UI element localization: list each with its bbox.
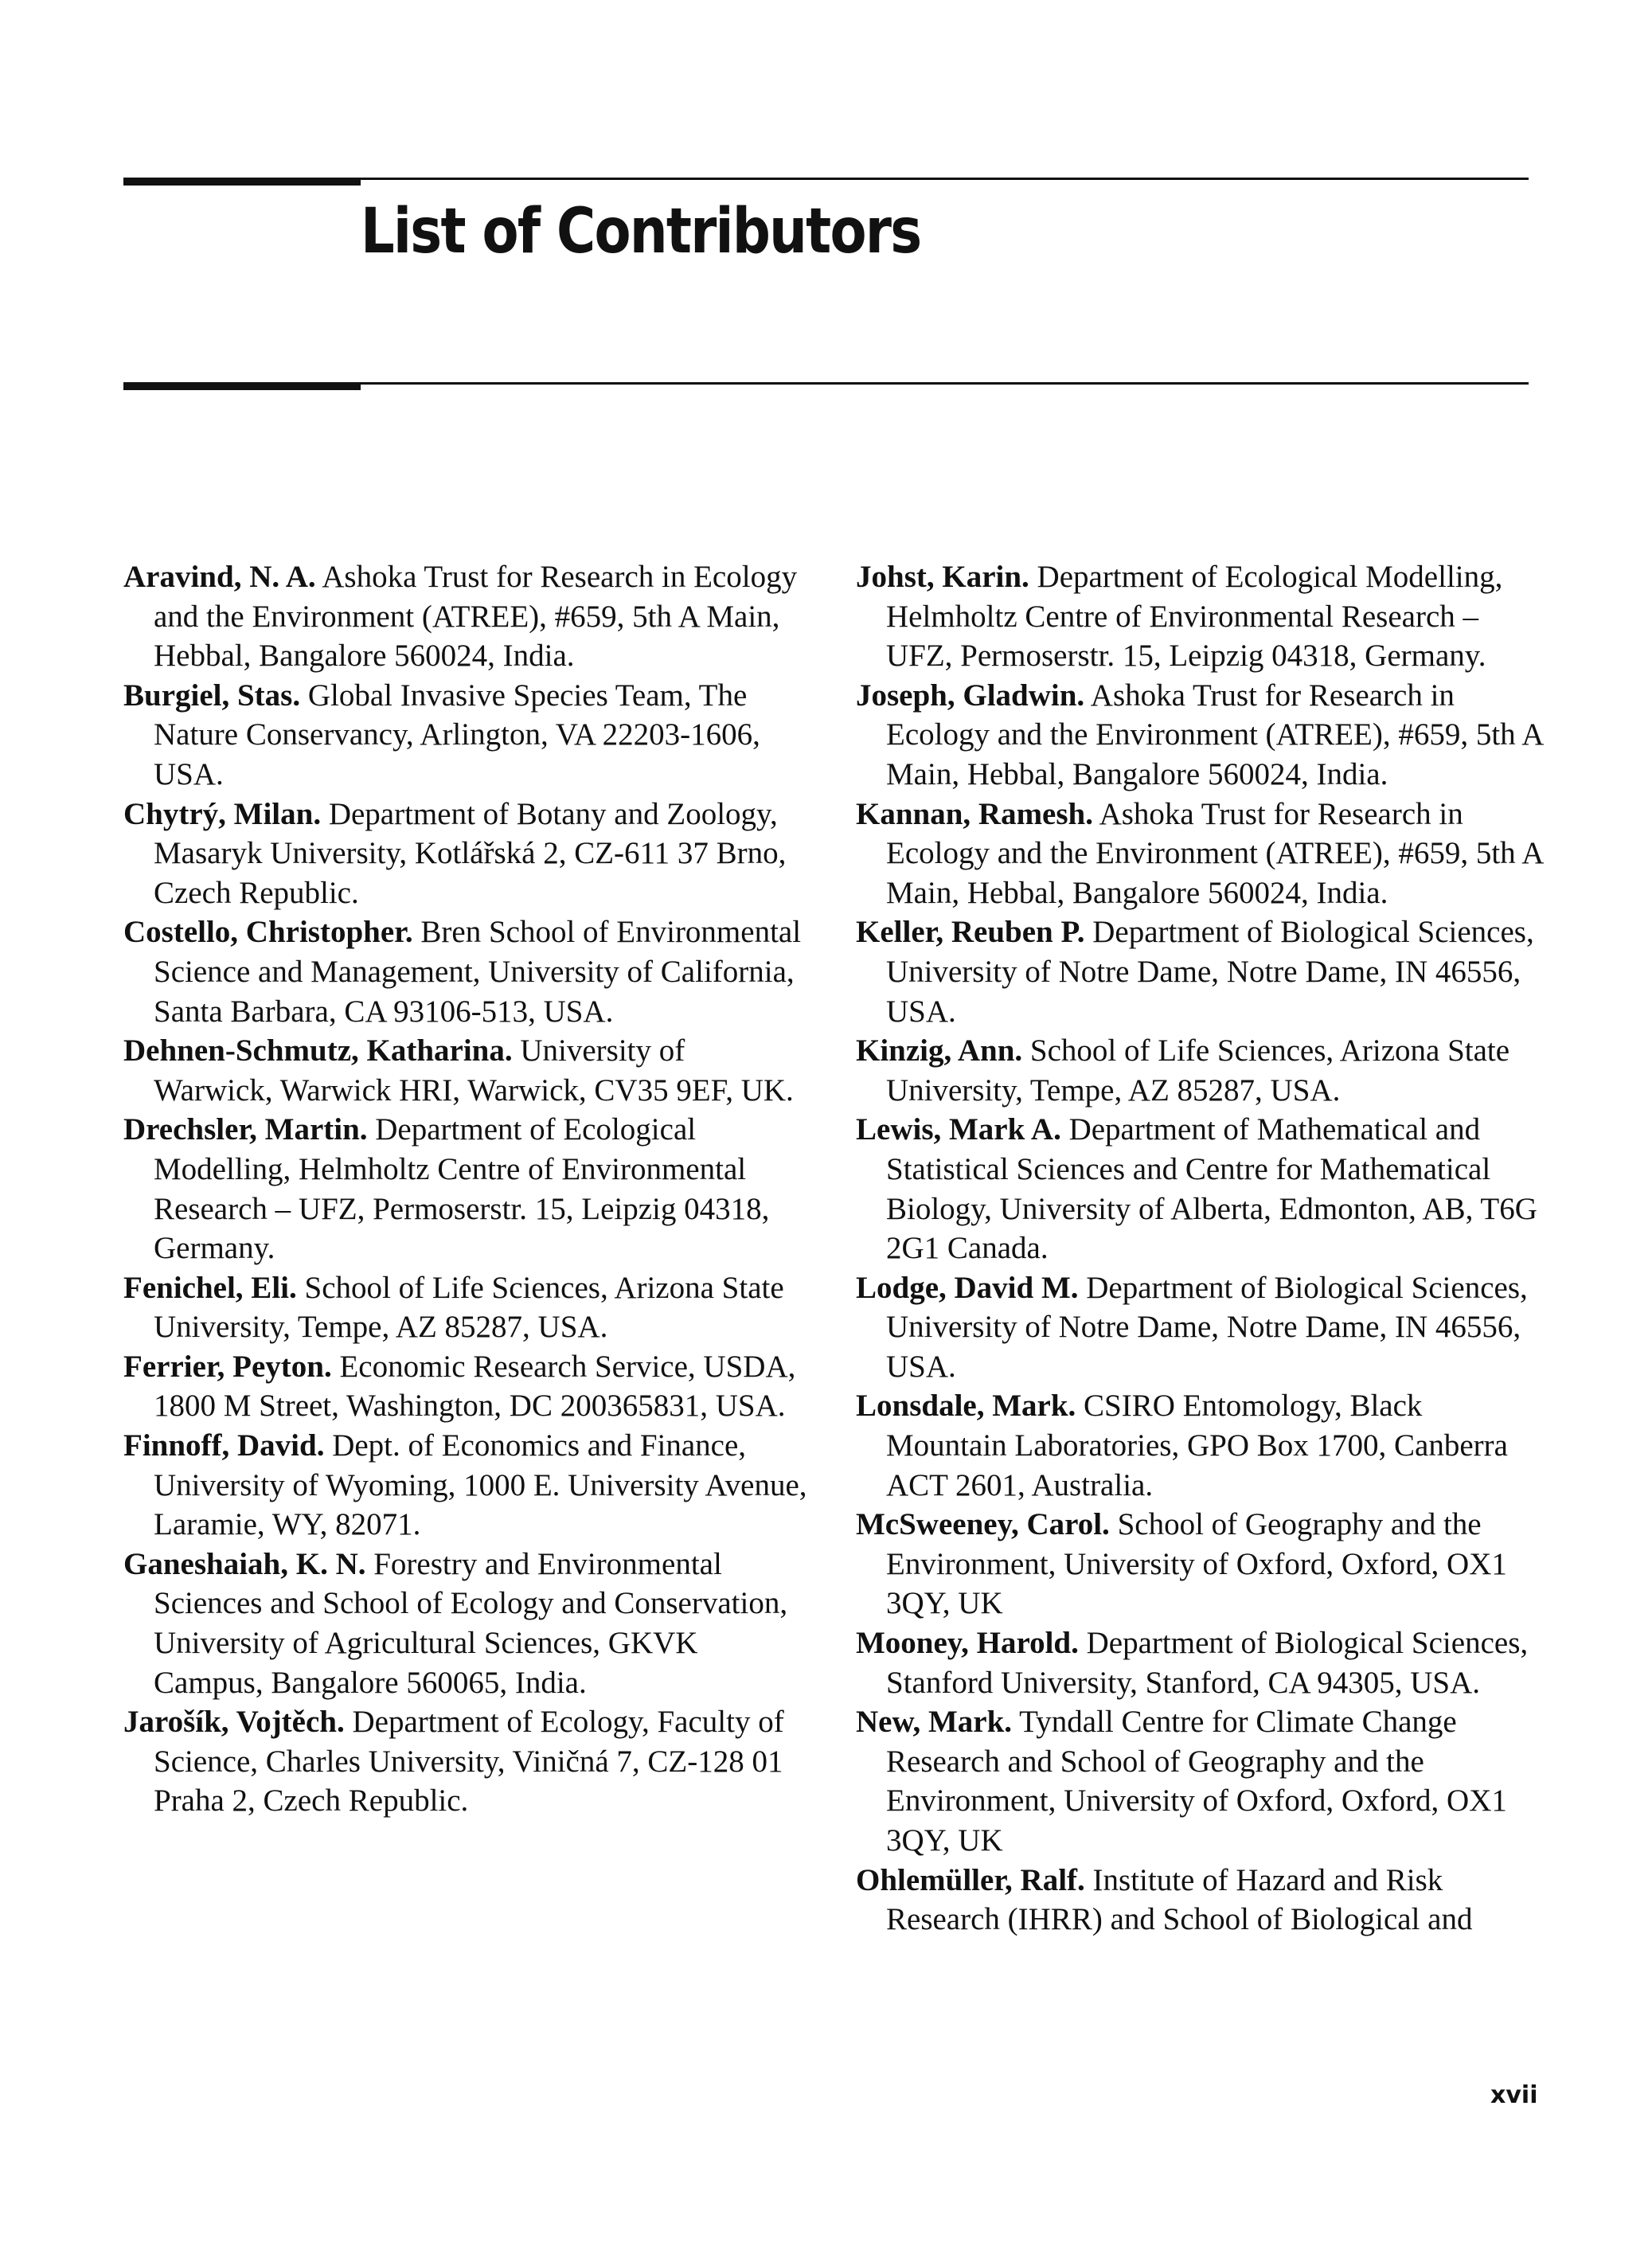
contributor-name: McSweeney, Carol. <box>856 1507 1110 1542</box>
contributor-affiliation: Forestry and Environmental Sciences and School of Ecology and Conservation, University of Agricultural Sciences, GKVK Campus, Bangalore 560065, India. <box>154 1546 788 1700</box>
contributors-right-column <box>856 557 1549 1940</box>
contributor-entry <box>123 1347 808 1426</box>
contributor-entry <box>856 1702 1549 1860</box>
contributor-entry <box>856 1623 1549 1702</box>
contributor-affiliation: Ashoka Trust for Research in Ecology and the Environment (ATREE), #659, 5th A Main, Hebbal, Bangalore 560024, India. <box>154 560 798 674</box>
contributor-affiliation: Department of Biological Sciences, University of Notre Dame, Notre Dame, IN 46556, USA. <box>886 1270 1528 1384</box>
contributor-name: Lonsdale, Mark. <box>856 1389 1076 1424</box>
contributor-entry <box>123 676 808 795</box>
contributor-name: Costello, Christopher. <box>123 915 413 950</box>
contributor-entry <box>123 1268 808 1347</box>
contributor-affiliation: Institute of Hazard and Risk Research (IHRR) and School of Biological and <box>886 1862 1473 1937</box>
contributor-affiliation: Global Invasive Species Team, The Nature Conservancy, Arlington, VA 22203-1606, USA. <box>154 678 760 791</box>
contributor-name: Dehnen-Schmutz, Katharina. <box>123 1033 513 1068</box>
top-rule-accent <box>123 178 361 186</box>
contributor-name: Johst, Karin. <box>856 560 1029 594</box>
contributor-name: New, Mark. <box>856 1705 1013 1740</box>
contributor-name: Chytrý, Milan. <box>123 796 322 831</box>
contributor-name: Burgiel, Stas. <box>123 678 301 713</box>
contributor-entry <box>856 557 1549 676</box>
contributor-entry <box>856 1268 1549 1387</box>
contributor-name: Drechsler, Martin. <box>123 1112 368 1147</box>
contributor-name: Finnoff, David. <box>123 1428 325 1463</box>
contributor-entry <box>856 676 1549 795</box>
contributor-entry <box>123 1031 808 1110</box>
contributor-affiliation: Department of Ecological Modelling, Helmholtz Centre of Environmental Research – UFZ, Permoserstr. 15, Leipzig 04318, Germany. <box>154 1112 770 1266</box>
contributor-affiliation: School of Geography and the Environment, University of Oxford, Oxford, OX1 3QY, UK <box>886 1507 1507 1621</box>
contributor-entry <box>856 1505 1549 1623</box>
contributor-entry <box>856 1110 1549 1268</box>
page-number: xvii <box>1490 2081 1538 2109</box>
contributor-affiliation: School of Life Sciences, Arizona State University, Tempe, AZ 85287, USA. <box>886 1033 1510 1108</box>
contributor-affiliation: Ashoka Trust for Research in Ecology and the Environment (ATREE), #659, 5th A Main, Hebbal, Bangalore 560024, India. <box>886 796 1543 910</box>
contributor-entry <box>123 1110 808 1268</box>
contributor-entry <box>856 1861 1549 1940</box>
contributor-affiliation: Department of Botany and Zoology, Masaryk University, Kotlářská 2, CZ-611 37 Brno, Czech Republic. <box>154 796 787 910</box>
contributor-name: Kinzig, Ann. <box>856 1033 1023 1068</box>
contributor-entry <box>856 795 1549 913</box>
contributor-name: Joseph, Gladwin. <box>856 678 1085 713</box>
contributor-affiliation: Bren School of Environmental Science and Management, University of California, Santa Barbara, CA 93106-513, USA. <box>154 915 802 1029</box>
contributor-affiliation: Department of Biological Sciences, University of Notre Dame, Notre Dame, IN 46556, USA. <box>886 915 1534 1029</box>
contributor-name: Aravind, N. A. <box>123 560 316 594</box>
contributor-entry <box>123 1702 808 1821</box>
contributor-entry <box>856 1386 1549 1505</box>
contributor-name: Jarošík, Vojtěch. <box>123 1705 345 1740</box>
contributor-name: Mooney, Harold. <box>856 1626 1079 1661</box>
contributor-name: Ganeshaiah, K. N. <box>123 1546 366 1581</box>
contributors-left-column <box>123 557 808 1821</box>
contributor-entry <box>123 795 808 913</box>
contributor-name: Kannan, Ramesh. <box>856 796 1093 831</box>
contributor-name: Lodge, David M. <box>856 1270 1079 1305</box>
page-title: List of Contributors <box>361 196 921 268</box>
contributor-affiliation: Department of Ecological Modelling, Helmholtz Centre of Environmental Research – UFZ, Permoserstr. 15, Leipzig 04318, Germany. <box>886 560 1503 674</box>
contributor-affiliation: Tyndall Centre for Climate Change Research and School of Geography and the Environment, University of Oxford, Oxford, OX1 3QY, UK <box>886 1705 1507 1858</box>
contributor-affiliation: School of Life Sciences, Arizona State University, Tempe, AZ 85287, USA. <box>154 1270 784 1345</box>
contributor-name: Ferrier, Peyton. <box>123 1349 332 1384</box>
contributor-entry <box>123 912 808 1031</box>
contributor-affiliation: Department of Mathematical and Statistical Sciences and Centre for Mathematical Biology, University of Alberta, Edmonton, AB, T6G 2G1 Canada. <box>886 1112 1537 1266</box>
contributor-name: Ohlemüller, Ralf. <box>856 1862 1085 1897</box>
contributor-affiliation: CSIRO Entomology, Black Mountain Laboratories, GPO Box 1700, Canberra ACT 2601, Australia. <box>886 1389 1508 1502</box>
contributor-affiliation: Dept. of Economics and Finance, University of Wyoming, 1000 E. University Avenue, Laramie, WY, 82071. <box>154 1428 807 1542</box>
contributor-entry <box>123 1426 808 1545</box>
contributor-affiliation: Department of Ecology, Faculty of Science, Charles University, Viničná 7, CZ-128 01 Praha 2, Czech Republic. <box>154 1705 784 1819</box>
contributor-name: Keller, Reuben P. <box>856 915 1085 950</box>
contributor-affiliation: Economic Research Service, USDA, 1800 M Street, Washington, DC 200365831, USA. <box>154 1349 796 1424</box>
contributor-affiliation: University of Warwick, Warwick HRI, Warwick, CV35 9EF, UK. <box>154 1033 794 1108</box>
contributor-entry <box>123 1545 808 1702</box>
contributor-affiliation: Ashoka Trust for Research in Ecology and the Environment (ATREE), #659, 5th A Main, Hebbal, Bangalore 560024, India. <box>886 678 1543 791</box>
contributor-entry <box>123 557 808 676</box>
contributor-entry <box>856 912 1549 1031</box>
contributor-name: Lewis, Mark A. <box>856 1112 1061 1147</box>
bottom-rule-accent <box>123 382 361 390</box>
contributor-name: Fenichel, Eli. <box>123 1270 297 1305</box>
contributor-entry <box>856 1031 1549 1110</box>
contributor-affiliation: Department of Biological Sciences, Stanford University, Stanford, CA 94305, USA. <box>886 1626 1529 1700</box>
